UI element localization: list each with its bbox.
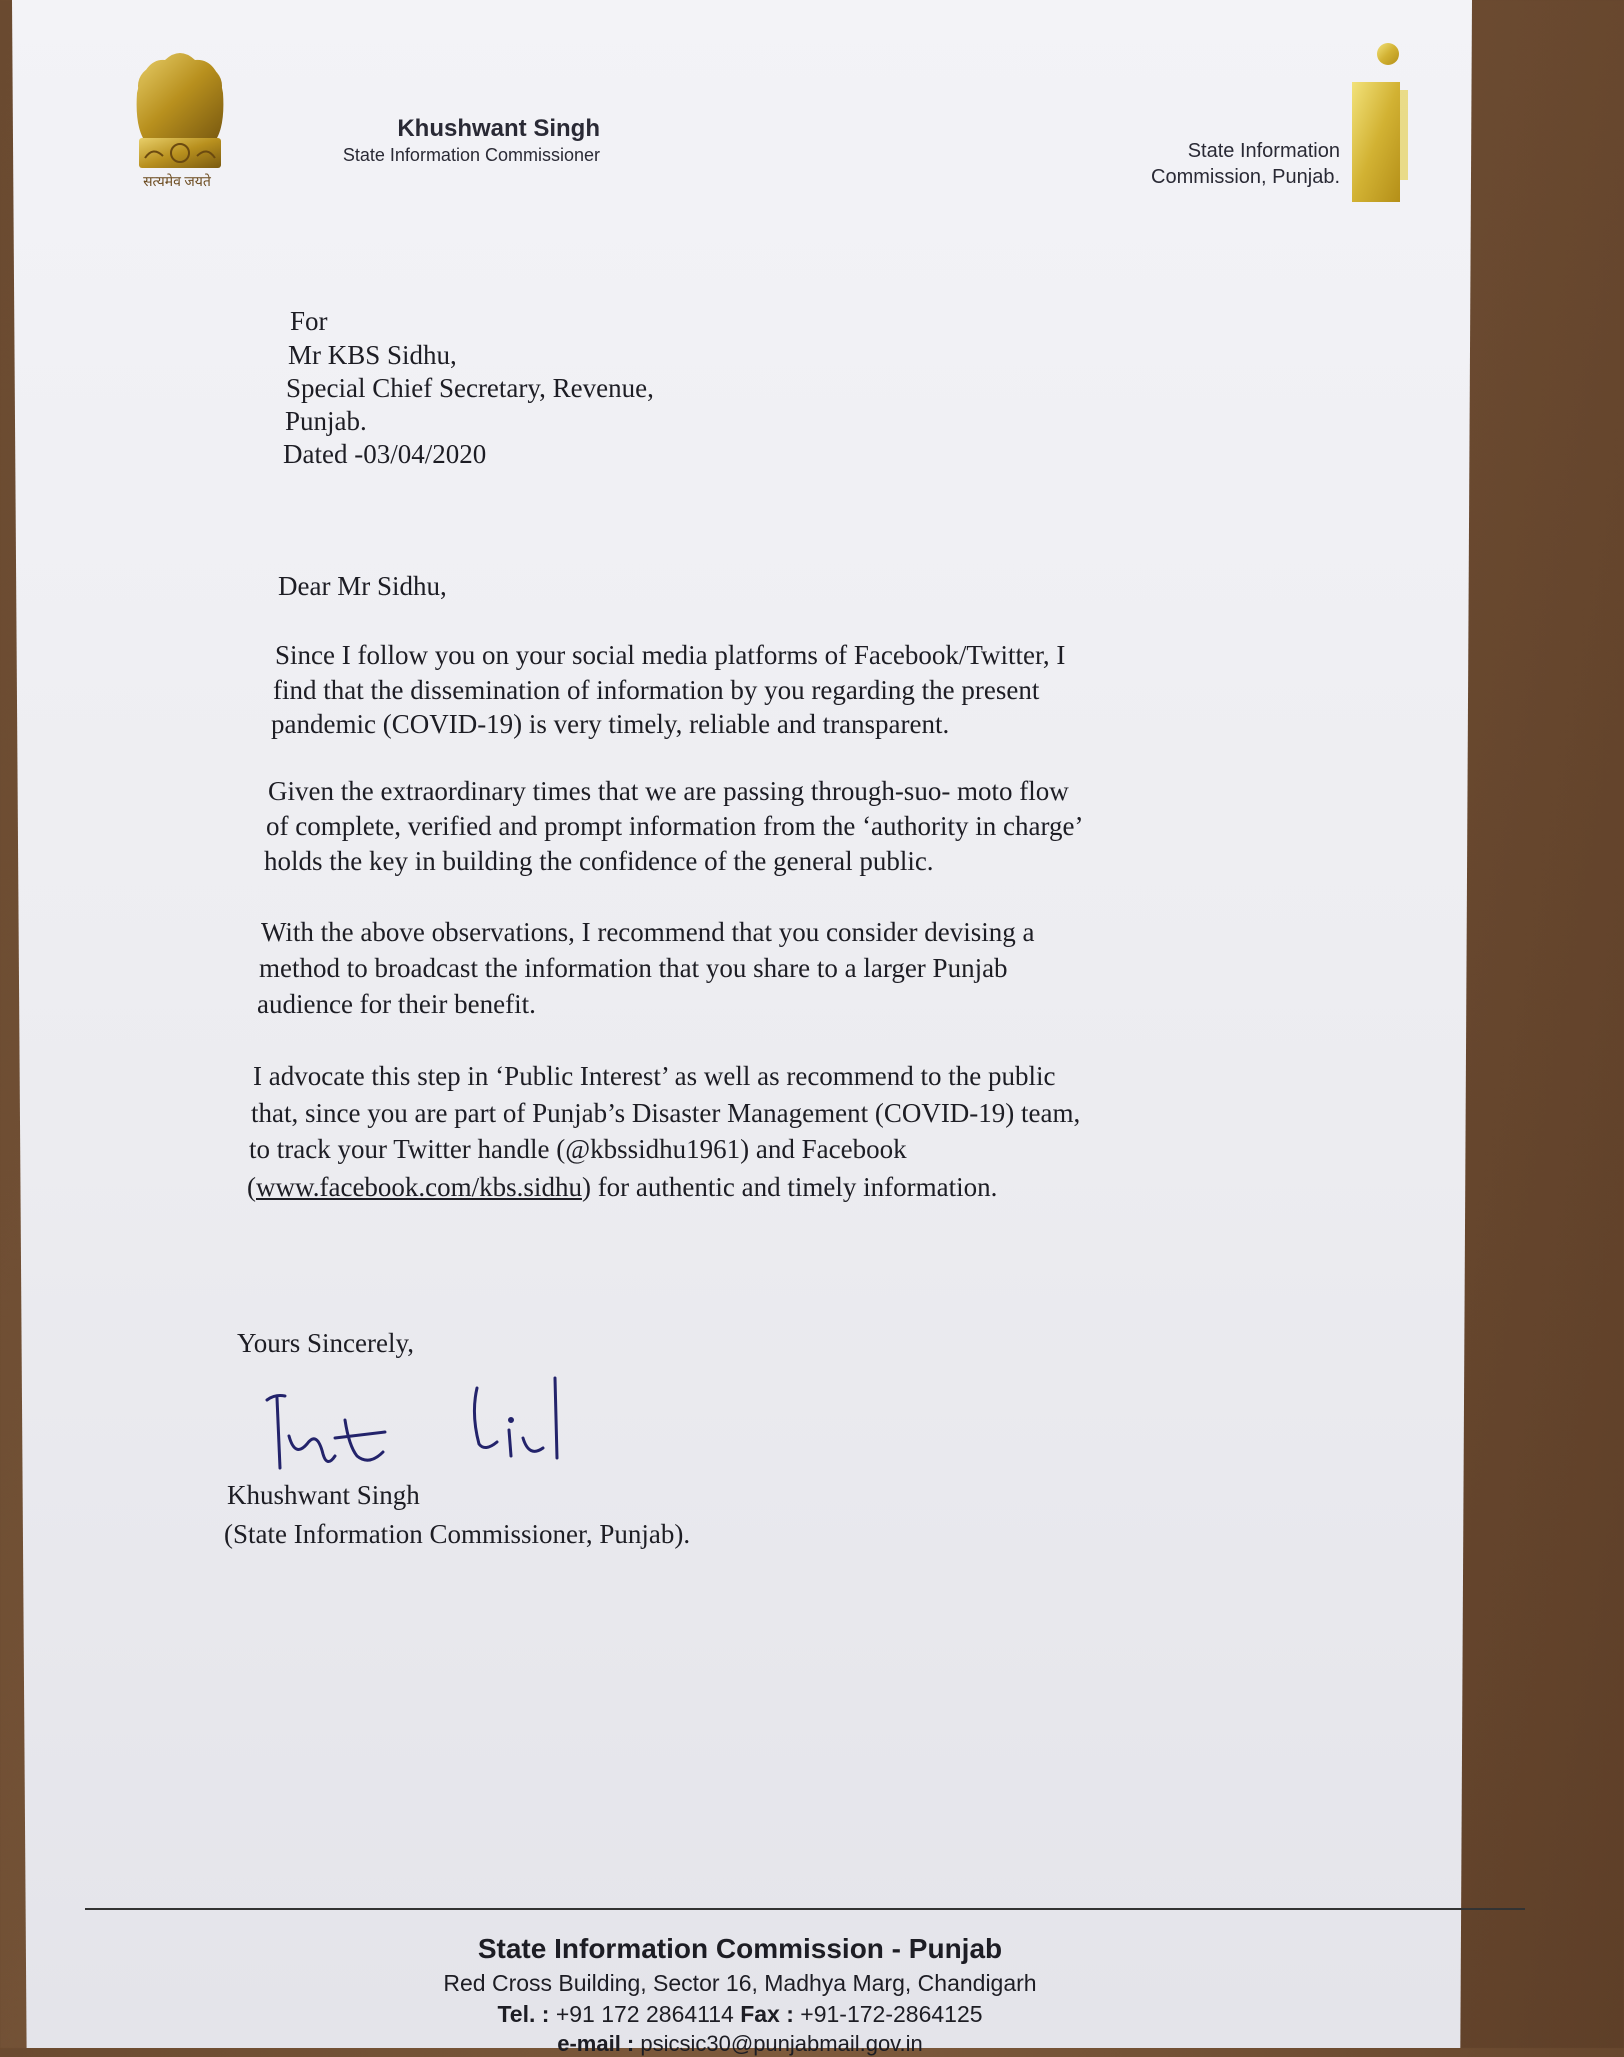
- paragraph-line: to track your Twitter handle (@kbssidhu1961) and Facebook: [249, 1134, 907, 1164]
- paragraph-line: pandemic (COVID-19) is very timely, reliable and transparent.: [271, 709, 950, 739]
- address-title: Special Chief Secretary, Revenue,: [286, 373, 654, 403]
- address-dated: Dated -03/04/2020: [283, 439, 487, 469]
- email-address[interactable]: psicsic30@punjabmail.gov.in: [640, 2031, 923, 2056]
- tel-number[interactable]: +91 172 2864114: [555, 2001, 734, 2027]
- letter-paper: [12, 0, 1472, 2048]
- header-organisation: [1050, 138, 1340, 190]
- footer-email: [500, 2031, 980, 2057]
- paragraph-line: audience for their benefit.: [257, 989, 536, 1019]
- header-org-line-1: State Information: [1187, 140, 1340, 162]
- address-name: Mr KBS Sidhu,: [288, 340, 457, 370]
- closing: Yours Sincerely,: [237, 1328, 415, 1358]
- footer-contact: [430, 2001, 1050, 2028]
- paragraph-line: that, since you are part of Punjab’s Disaster Management (COVID-19) team,: [251, 1098, 1081, 1128]
- footer-org: State Information Commission - Punjab: [477, 1933, 1003, 1964]
- address-place: Punjab.: [285, 406, 367, 436]
- paragraph-last-line: [247, 1172, 997, 1203]
- national-emblem-icon: [125, 38, 235, 188]
- signer-name: Khushwant Singh: [227, 1480, 420, 1510]
- paragraph-line-rest: ) for authentic and timely information.: [581, 1172, 998, 1202]
- facebook-link[interactable]: www.facebook.com/kbs.sidhu: [256, 1172, 582, 1202]
- tel-label: Tel. :: [497, 2001, 550, 2027]
- paragraph-line: of complete, verified and prompt information from the ‘authority in charge’: [266, 811, 1084, 841]
- address-for: For: [290, 306, 328, 336]
- fax-label: Fax :: [740, 2001, 794, 2027]
- paragraph-line: find that the dissemination of information by you regarding the present: [273, 675, 1040, 705]
- footer-rule: [85, 1908, 1525, 1910]
- header-role: State Information Commissioner: [342, 145, 600, 165]
- paragraph-line: Given the extraordinary times that we are passing through-suo- moto flow: [268, 776, 1069, 806]
- paragraph-line: With the above observations, I recommend that you consider devising a: [261, 917, 1035, 947]
- signer-title: (State Information Commissioner, Punjab).: [224, 1519, 691, 1549]
- information-commission-logo-icon: [1340, 40, 1420, 210]
- salutation: Dear Mr Sidhu,: [278, 571, 447, 601]
- paragraph-line: method to broadcast the information that you share to a larger Punjab: [259, 953, 1008, 983]
- fax-number: +91-172-2864125: [800, 2001, 983, 2027]
- header-org-line-2: Commission, Punjab.: [1151, 166, 1340, 188]
- emblem-motto: सत्यमेव जयते: [143, 175, 211, 190]
- header-name: Khushwant Singh: [397, 115, 600, 142]
- handwritten-signature: [265, 1370, 615, 1490]
- paragraph-line: holds the key in building the confidence of the general public.: [264, 846, 934, 876]
- email-label: e-mail :: [557, 2031, 635, 2056]
- paragraph-line: I advocate this step in ‘Public Interest’ as well as recommend to the public: [253, 1061, 1056, 1091]
- footer-address: Red Cross Building, Sector 16, Madhya Marg, Chandigarh: [443, 1970, 1037, 1996]
- paren-open: (: [247, 1172, 256, 1202]
- paragraph-line: Since I follow you on your social media platforms of Facebook/Twitter, I: [275, 640, 1066, 670]
